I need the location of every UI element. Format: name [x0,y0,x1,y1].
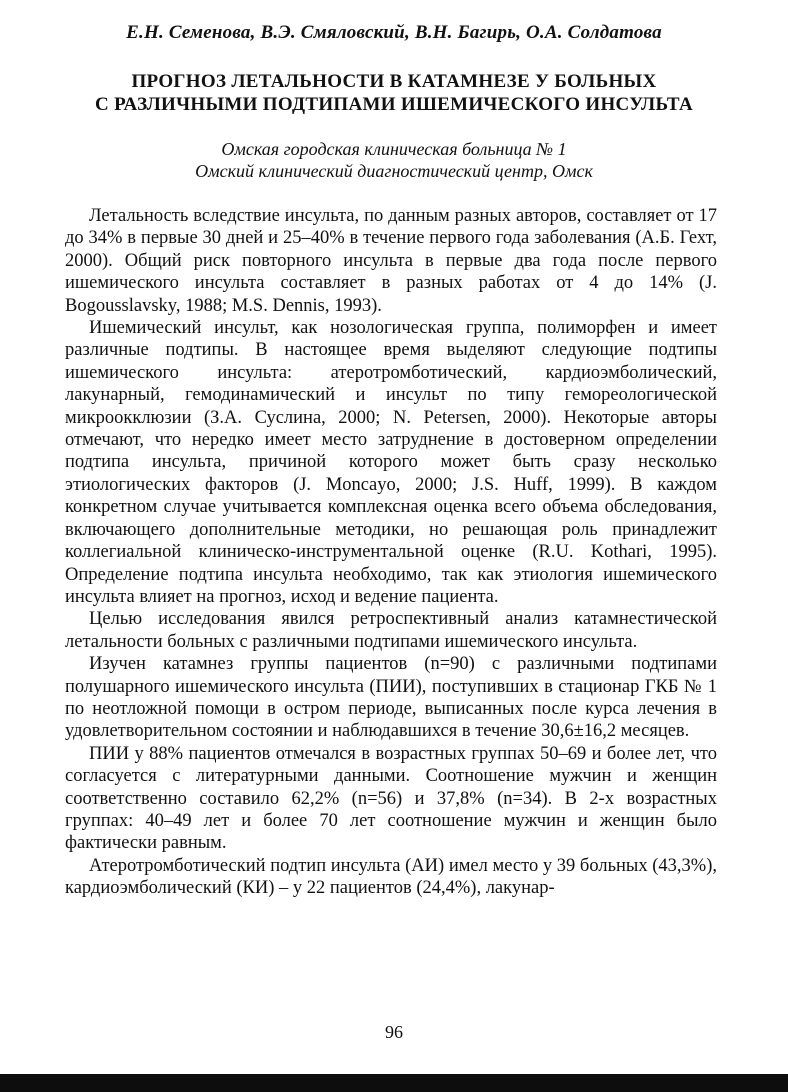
paragraph: Ишемический инсульт, как нозологическая группа, полиморфен и имеет различные подтипы. В настоящее время выделяют следующие подтипы ишемического инсульта: атеротромботический, кардиоэмболический, лакунарный, гемодинамический и инсульт по типу гемореологической микроокклюзии (З.А. Суслина, 2000; N. Petersen, 2000). Некоторые авторы отмечают, что нередко имеет место затруднение в достоверном определении подтипа инсульта, причиной которого может быть сразу несколько этиологических факторов (J. Moncayo, 2000; J.S. Huff, 1999). В каждом конкретном случае учитывается комплексная оценка всего объема обследования, включающего дополнительные методики, но решающая роль принадлежит коллегиальной клиническо-инструментальной оценке (R.U. Kothari, 1995). Определение подтипа инсульта необходимо, так как этиология ишемического инсульта влияет на прогноз, исход и ведение пациента. [65,318,717,607]
authors-line: Е.Н. Семенова, В.Э. Смяловский, В.Н. Багирь, О.А. Солдатова [126,22,662,43]
affiliation-line-2: Омский клинический диагностический центр, Омск [195,161,593,181]
paragraph: Летальность вследствие инсульта, по данным разных авторов, составляет от 17 до 34% в первые 30 дней и 25–40% в течение первого года заболевания (А.Б. Гехт, 2000). Общий риск повторного инсульта в первые два года после первого ишемического инсульта составляет в разных работах от 4 до 14% (J. Bogousslavsky, 1988; M.S. Dennis, 1993). [65,206,717,316]
paragraph: Изучен катамнез группы пациентов (n=90) с различными подтипами полушарного ишемического инсульта (ПИИ), поступивших в стационар ГКБ № 1 по неотложной помощи в остром периоде, выписанных после курса лечения в удовлетворительном состоянии и наблюдавшихся в течение 30,6±16,2 месяцев. [65,654,717,742]
affiliation [40,138,748,182]
paragraph: ПИИ у 88% пациентов отмечался в возрастных группах 50–69 и более лет, что согласуется с литературными данными. Соотношение мужчин и женщин соответственно составило 62,2% (n=56) и 37,8% (n=34). В 2-х возрастных группах: 40–49 лет и более 70 лет соотношение мужчин и женщин было фактически равным. [65,743,717,854]
paragraph: Атеротромботический подтип инсульта (АИ) имел место у 39 больных (43,3%), кардиоэмболический (КИ) – у 22 пациентов (24,4%), лакунар- [65,855,717,899]
page-number: 96 [385,1022,403,1042]
scan-border [0,1074,788,1092]
article-body [65,205,717,900]
title-line-2: С РАЗЛИЧНЫМИ ПОДТИПАМИ ИШЕМИЧЕСКОГО ИНСУЛЬТА [95,94,693,115]
affiliation-line-1: Омская городская клиническая больница № 1 [221,139,567,159]
article-title [40,70,748,116]
title-line-1: ПРОГНОЗ ЛЕТАЛЬНОСТИ В КАТАМНЕЗЕ У БОЛЬНЫХ [131,71,657,92]
paragraph: Целью исследования явился ретроспективный анализ катамнестической летальности больных с различными подтипами ишемического инсульта. [65,609,717,652]
